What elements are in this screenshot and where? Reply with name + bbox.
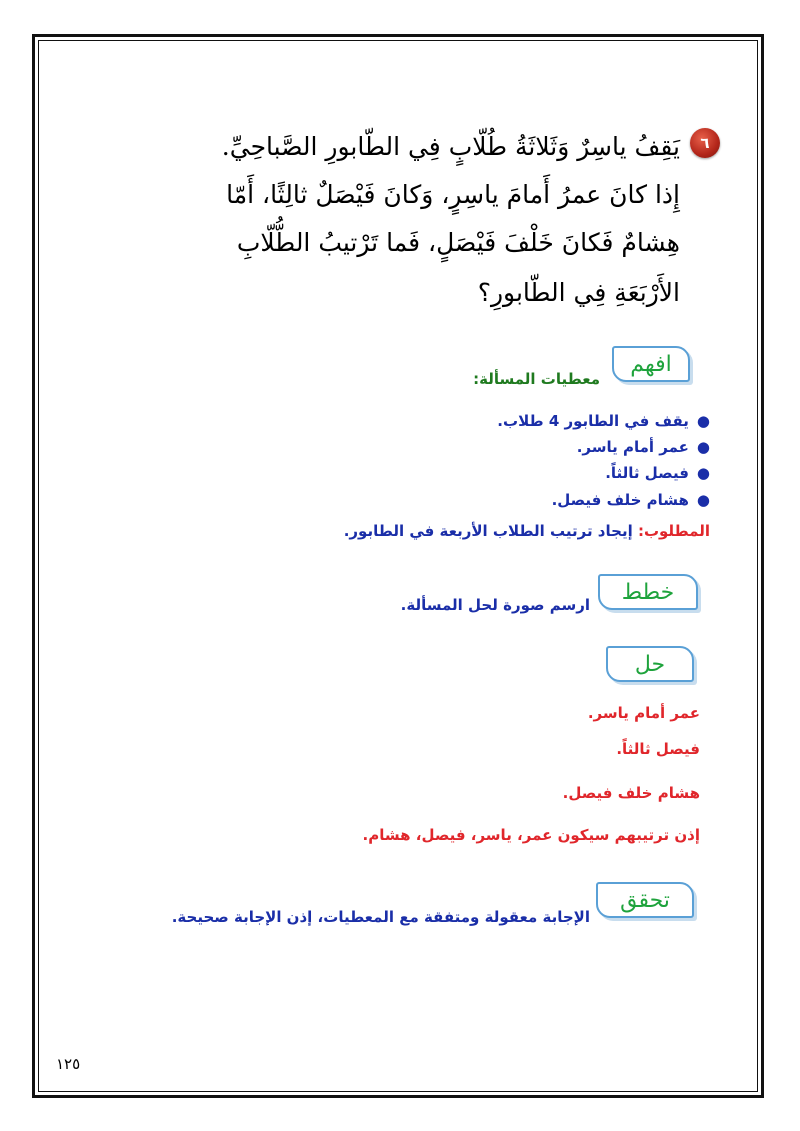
check-tag-label: تحقق xyxy=(620,887,670,913)
required-line xyxy=(344,524,710,539)
fact-text: يقف في الطابور 4 طلاب. xyxy=(497,412,689,430)
bullet-dot-icon: ● xyxy=(696,438,710,456)
bullet-dot-icon: ● xyxy=(696,464,710,482)
problem-line-2: إِذا كانَ عمرُ أَمامَ ياسِرٍ، وَكانَ فَيْصَلٌ ثالِثًا، أَمّا xyxy=(226,180,680,209)
solve-tag-label: حل xyxy=(634,651,666,677)
check-tag xyxy=(596,882,694,918)
fact-text: فيصل ثالثاً. xyxy=(605,464,689,482)
problem-line-4: الأَرْبَعَةِ فِي الطّابورِ؟ xyxy=(477,278,680,307)
solution-line-3: هشام خلف فيصل. xyxy=(562,784,700,802)
fact-item xyxy=(577,440,710,455)
fact-item xyxy=(497,414,710,429)
fact-item xyxy=(605,466,710,481)
page-number: ١٢٥ xyxy=(56,1055,81,1073)
required-label: المطلوب: xyxy=(637,522,710,540)
solution-line-2: فيصل ثالثاً. xyxy=(616,740,700,758)
plan-text: ارسم صورة لحل المسألة. xyxy=(400,596,590,614)
solution-line-1: عمر أمام ياسر. xyxy=(587,704,700,722)
solution-conclusion: إذن ترتيبهم سيكون عمر، ياسر، فيصل، هشام. xyxy=(362,826,700,844)
plan-tag-label: خطط xyxy=(621,579,675,605)
problem-number: ٦ xyxy=(700,134,710,152)
bullet-dot-icon: ● xyxy=(696,491,710,509)
bullet-dot-icon: ● xyxy=(696,412,710,430)
fact-item xyxy=(552,493,710,508)
fact-text: هشام خلف فيصل. xyxy=(551,491,689,509)
required-text: إيجاد ترتيب الطلاب الأربعة في الطابور. xyxy=(343,522,633,540)
understand-tag xyxy=(612,346,690,382)
understand-tag-label: افهم xyxy=(630,351,672,377)
fact-text: عمر أمام ياسر. xyxy=(576,438,689,456)
check-text: الإجابة معقولة ومتفقة مع المعطيات، إذن الإجابة صحيحة. xyxy=(171,908,590,926)
plan-tag xyxy=(598,574,698,610)
problem-line-3: هِشامٌ فَكانَ خَلْفَ فَيْصَلٍ، فَما تَرْتيبُ الطُّلّابِ xyxy=(236,228,680,257)
understand-heading: معطيات المسألة: xyxy=(473,370,600,388)
problem-number-badge xyxy=(690,128,720,158)
solve-tag xyxy=(606,646,694,682)
problem-line-1: يَقِفُ ياسِرٌ وَثَلاثَةُ طُلّابٍ فِي الطّابورِ الصَّباحِيِّ. xyxy=(221,132,680,161)
